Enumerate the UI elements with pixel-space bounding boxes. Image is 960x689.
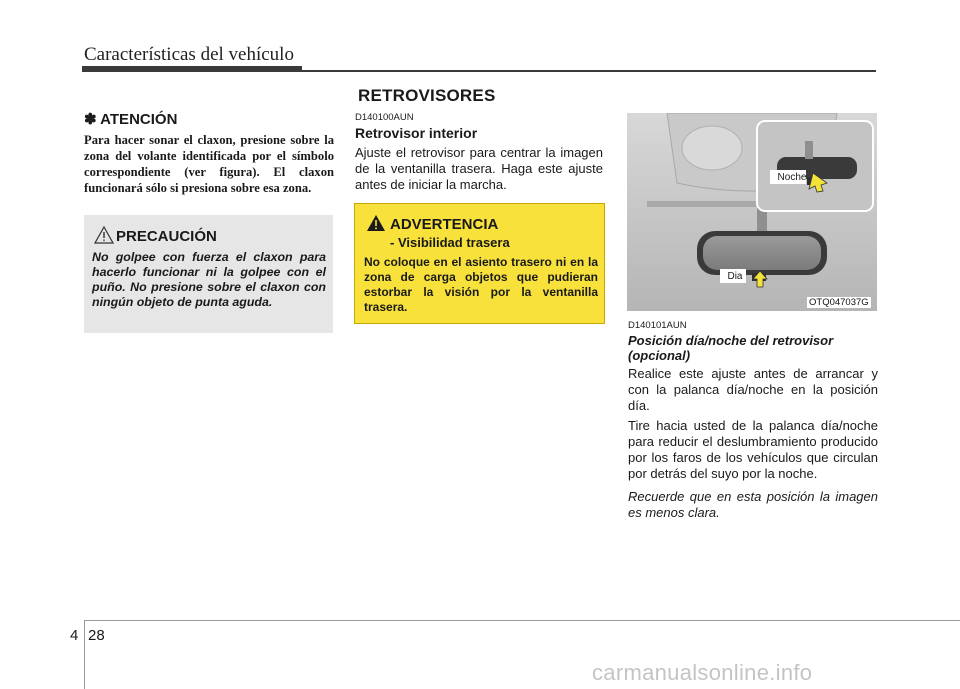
watermark-text: carmanualsonline.info	[592, 660, 813, 685]
figure-label-noche: Noche	[777, 172, 807, 183]
page-header-title: Características del vehículo	[84, 44, 294, 65]
precaucion-body: No golpee con fuerza el claxon para hacerlo funcionar ni la golpee con el puño. No presione sobre el claxon con ningún objeto de punta aguda.	[92, 250, 326, 309]
footer-separator	[84, 620, 85, 689]
section-title: RETROVISORES	[358, 86, 496, 105]
retrovisor-heading: Retrovisor interior	[355, 125, 478, 141]
figure-code: OTQ047037G	[809, 297, 869, 308]
retrovisor-body: Ajuste el retrovisor para centrar la imagen de la ventanilla trasera. Haga este ajuste antes de iniciar la marcha.	[355, 145, 603, 192]
header-rule-thin	[302, 70, 876, 72]
precaucion-title: PRECAUCIÓN	[116, 228, 217, 245]
advertencia-subtitle: - Visibilidad trasera	[390, 235, 510, 250]
warning-triangle-icon	[366, 214, 386, 232]
atencion-body: Para hacer sonar el claxon, presione sobre la zona del volante identificada por el símbolo correspondiente (ver figura). El claxon funcionará sólo si presiona sobre esa zona.	[84, 133, 334, 195]
posicion-note: Recuerde que en esta posición la imagen es menos clara.	[628, 489, 878, 520]
page-number: 28	[88, 627, 105, 644]
mirror-illustration	[627, 113, 877, 311]
caution-triangle-icon	[94, 226, 114, 244]
advertencia-title: ADVERTENCIA	[390, 216, 499, 233]
posicion-paragraph-2: Tire hacia usted de la palanca día/noche para reducir el deslumbramiento producido por los faros de los vehículos que circulan por detrás del suyo por la noche.	[628, 418, 878, 481]
footer-rule	[84, 620, 960, 621]
section-code: D140100AUN	[355, 112, 414, 123]
chapter-number: 4	[70, 627, 79, 644]
posicion-body	[628, 366, 878, 486]
posicion-heading: Posición día/noche del retrovisor (opcional)	[628, 333, 834, 363]
posicion-paragraph-1: Realice este ajuste antes de arrancar y con la palanca día/noche en la posición día.	[628, 366, 878, 413]
header-rule-thick	[82, 66, 302, 72]
section-code-2: D140101AUN	[628, 320, 687, 331]
atencion-heading: ✽ ATENCIÓN	[84, 111, 178, 128]
figure-label-dia: Dia	[727, 271, 743, 282]
mirror-figure	[627, 113, 877, 311]
advertencia-body: No coloque en el asiento trasero ni en la zona de carga objetos que pudieran estorbar la visión por la ventanilla trasera.	[364, 255, 598, 314]
